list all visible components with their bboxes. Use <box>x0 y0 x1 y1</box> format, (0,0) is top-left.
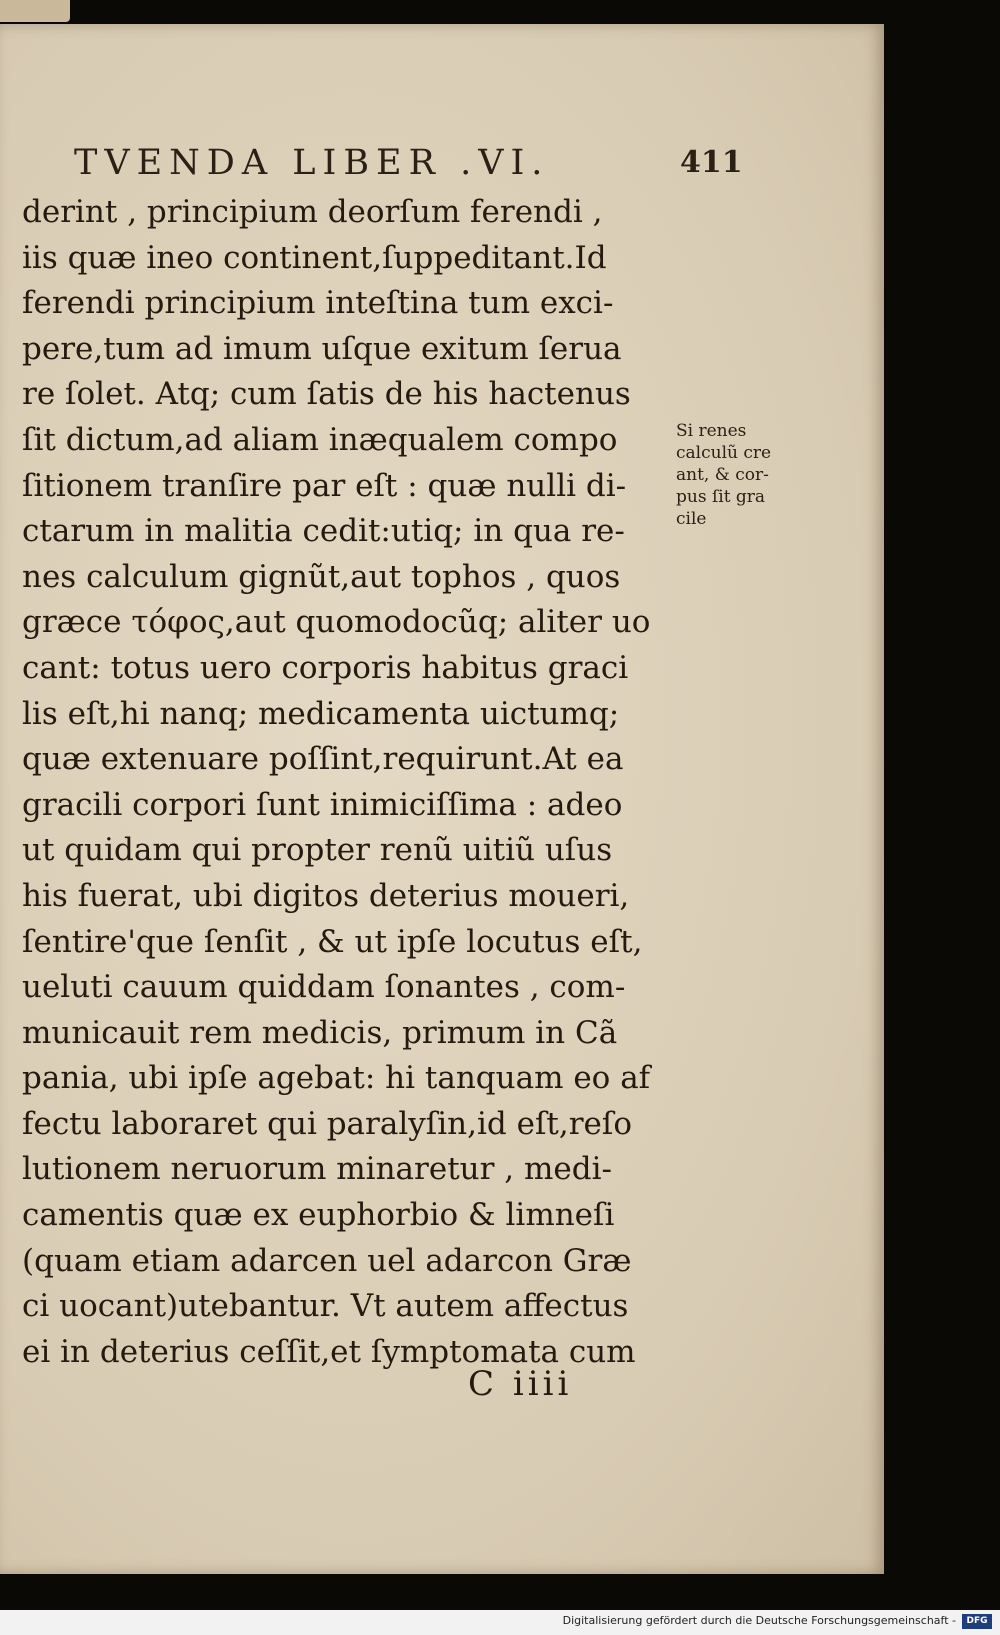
marginal-note-line: pus ſit gra <box>676 487 766 507</box>
digitization-footer <box>0 1610 1000 1635</box>
text-line: ctarum in malitia cedit:utiq; in qua re- <box>22 513 625 550</box>
text-line: lutionem neruorum minaretur , medi- <box>22 1151 612 1188</box>
page-number: 411 <box>680 145 743 180</box>
text-line: ut quidam qui propter renũ uitiũ uſus <box>22 832 613 869</box>
text-line: ſitionem tranſire par eſt : quæ nulli di- <box>22 467 627 504</box>
text-line: ei in deterius ceſſit,et ſymptomata cum <box>22 1333 636 1370</box>
marginal-note-line: ant, & cor- <box>676 465 769 485</box>
text-line: pania, ubi ipſe agebat: hi tanquam eo af <box>22 1060 651 1097</box>
text-line: his fuerat, ubi digitos deterius moueri, <box>22 877 630 914</box>
marginal-note-line: calculũ cre <box>676 443 772 463</box>
text-line: quæ extenuare poſſint,requirunt.At ea <box>22 741 624 778</box>
marginal-note-line: cile <box>676 509 707 529</box>
text-line: iis quæ ineo continent,ſuppeditant.Id <box>22 239 607 276</box>
marginal-note-line: Si renes <box>676 421 747 441</box>
text-line: cant: totus uero corporis habitus graci <box>22 649 629 686</box>
text-line: municauit rem medicis, primum in Cã <box>22 1014 618 1051</box>
footer-credit: Digitalisierung gefördert durch die Deutsche Forschungsgemeinschaft - <box>562 1614 956 1627</box>
text-line: (quam etiam adarcen uel adarcon Græ <box>22 1242 632 1279</box>
page-header <box>74 142 864 184</box>
body-text <box>22 190 682 1375</box>
text-line: græce τόφος,aut quomodocũq; aliter uo <box>22 604 651 641</box>
text-line: ſit dictum,ad aliam inæqualem compo <box>22 421 618 458</box>
text-line: re ſolet. Atq; cum ſatis de his hactenus <box>22 376 631 413</box>
text-line: derint , principium deorſum ferendi , <box>22 194 603 230</box>
text-line: ci uocant)utebantur. Vt autem affectus <box>22 1288 629 1325</box>
text-line: ferendi principium inteſtina tum exci- <box>22 285 614 322</box>
text-line: ſentire'que ſenſit , & ut ipſe locutus eſt, <box>22 923 643 960</box>
text-line: ueluti cauum quiddam ſonantes , com- <box>22 969 626 1006</box>
running-title: TVENDA LIBER .VI. <box>74 143 550 183</box>
previous-page-edge <box>0 0 70 22</box>
marginal-note <box>676 420 816 530</box>
text-line: nes calculum gignũt,aut tophos , quos <box>22 558 621 595</box>
text-line: lis eſt,hi nanq; medicamenta uictumq; <box>22 695 620 732</box>
signature-mark: C iiii <box>468 1364 573 1404</box>
dfg-logo: DFG <box>962 1614 992 1629</box>
text-line: fectu laboraret qui paralyſin,id eſt,reſo <box>22 1105 633 1142</box>
text-line: camentis quæ ex euphorbio & limneſi <box>22 1197 615 1234</box>
text-line: pere,tum ad imum uſque exitum ſerua <box>22 330 622 367</box>
book-page <box>0 24 884 1574</box>
text-line: gracili corpori ſunt inimiciſſima : adeo <box>22 786 623 823</box>
